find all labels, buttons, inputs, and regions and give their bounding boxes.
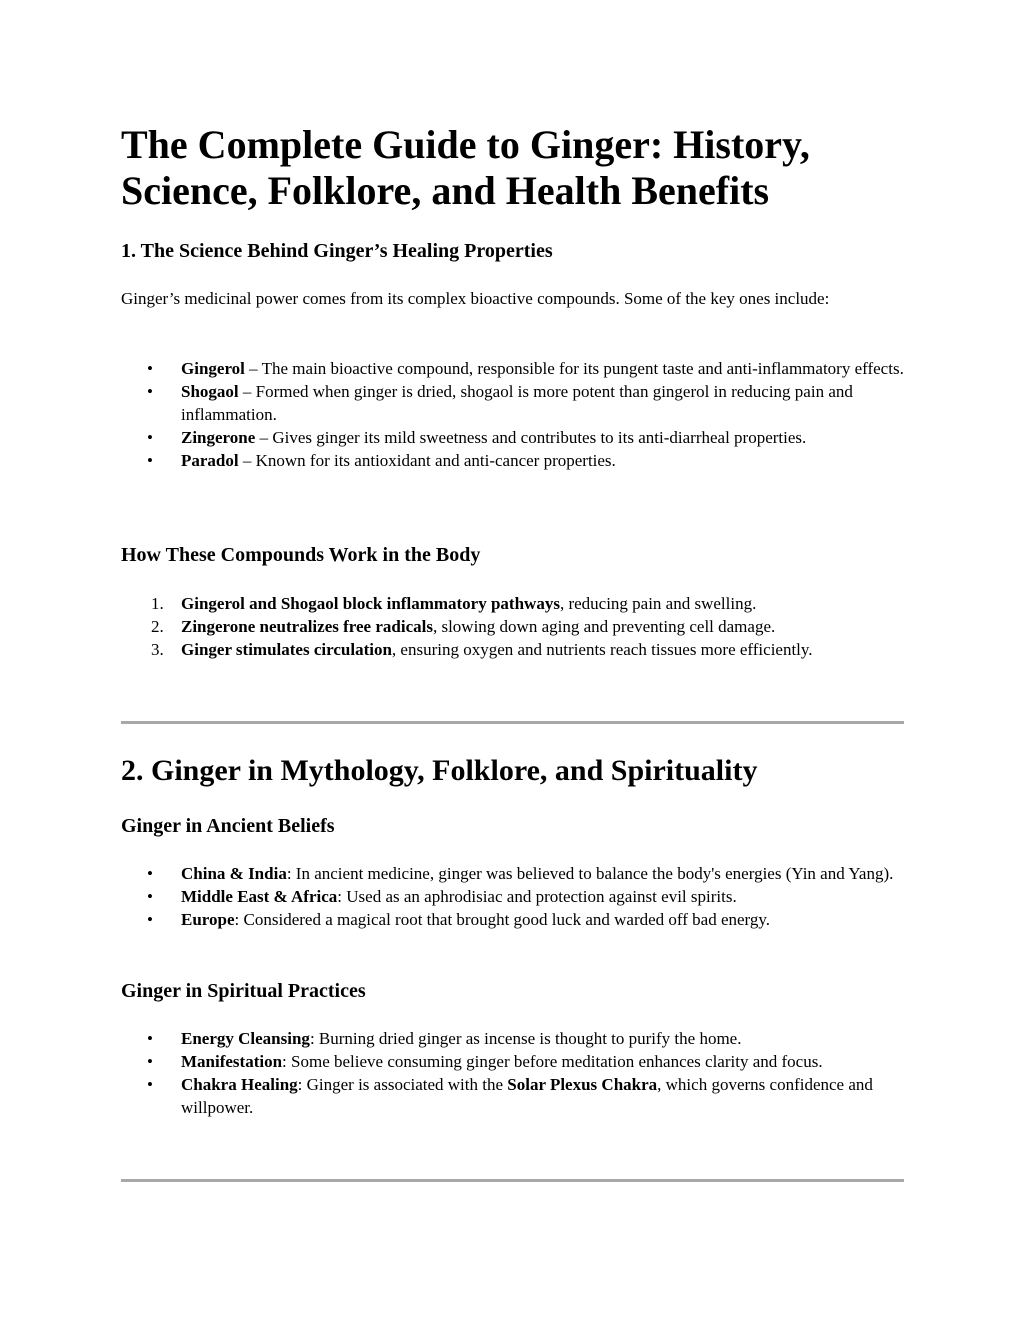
list-number: 3. bbox=[151, 640, 164, 659]
bullet-icon: • bbox=[147, 910, 153, 929]
list-item bbox=[121, 862, 904, 885]
list-item-text: – Known for its antioxidant and anti-cancer properties. bbox=[238, 451, 616, 470]
list-item bbox=[121, 885, 904, 908]
bullet-icon: • bbox=[147, 864, 153, 883]
list-item-text: : Considered a magical root that brought good luck and warded off bad energy. bbox=[234, 910, 771, 929]
list-item-term: Europe bbox=[181, 910, 235, 929]
bullet-icon: • bbox=[147, 359, 153, 378]
list-item bbox=[121, 1050, 904, 1073]
ancient-beliefs-heading: Ginger in Ancient Beliefs bbox=[121, 815, 335, 837]
list-item bbox=[121, 357, 904, 380]
list-item-term: Gingerol and Shogaol block inflammatory pathways bbox=[181, 594, 560, 613]
list-item-text: – Formed when ginger is dried, shogaol is more potent than gingerol in reducing pain and inflammation. bbox=[181, 382, 853, 424]
page-title: The Complete Guide to Ginger: History, Science, Folklore, and Health Benefits bbox=[121, 122, 810, 213]
bullet-icon: • bbox=[147, 1075, 153, 1094]
list-item-text: : Ginger is associated with the bbox=[297, 1075, 508, 1094]
ancient-beliefs-list bbox=[121, 862, 904, 931]
list-item-text: , ensuring oxygen and nutrients reach tissues more efficiently. bbox=[391, 640, 813, 659]
compounds-work-heading: How These Compounds Work in the Body bbox=[121, 544, 481, 566]
bullet-icon: • bbox=[147, 1029, 153, 1048]
list-item-text: , reducing pain and swelling. bbox=[559, 594, 757, 613]
list-item bbox=[121, 426, 904, 449]
list-item-term: China & India bbox=[181, 864, 287, 883]
compounds-list bbox=[121, 357, 904, 472]
list-item-term: Zingerone bbox=[181, 428, 256, 447]
list-item-term: Middle East & Africa bbox=[181, 887, 338, 906]
compounds-work-list bbox=[121, 592, 904, 661]
bullet-icon: • bbox=[147, 428, 153, 447]
list-item-text: – The main bioactive compound, responsible for its pungent taste and anti-inflammatory effects. bbox=[244, 359, 904, 378]
spiritual-practices-heading: Ginger in Spiritual Practices bbox=[121, 980, 366, 1002]
section-divider bbox=[121, 1179, 904, 1182]
list-item bbox=[121, 449, 904, 472]
section-divider bbox=[121, 721, 904, 724]
list-item bbox=[121, 615, 904, 638]
list-item-text: , which governs confidence and willpower. bbox=[181, 1075, 873, 1117]
bullet-icon: • bbox=[147, 887, 153, 906]
spiritual-practices-list bbox=[121, 1027, 904, 1119]
list-item-term: Gingerol bbox=[181, 359, 245, 378]
list-item-term: Zingerone neutralizes free radicals bbox=[181, 617, 433, 636]
section-1-heading: 1. The Science Behind Ginger’s Healing Properties bbox=[121, 240, 553, 262]
bullet-icon: • bbox=[147, 382, 153, 401]
list-item-term: Ginger stimulates circulation bbox=[181, 640, 392, 659]
list-number: 1. bbox=[151, 594, 164, 613]
bullet-icon: • bbox=[147, 1052, 153, 1071]
list-number: 2. bbox=[151, 617, 164, 636]
list-item-term: Shogaol bbox=[181, 382, 239, 401]
list-item-term: Solar Plexus Chakra bbox=[507, 1075, 658, 1094]
list-item-text: – Gives ginger its mild sweetness and contributes to its anti-diarrheal properties. bbox=[255, 428, 807, 447]
list-item bbox=[121, 1027, 904, 1050]
list-item-text: : In ancient medicine, ginger was believed to balance the body's energies (Yin and Yang). bbox=[286, 864, 894, 883]
list-item bbox=[121, 380, 904, 426]
list-item-text: : Some believe consuming ginger before meditation enhances clarity and focus. bbox=[282, 1052, 823, 1071]
bullet-icon: • bbox=[147, 451, 153, 470]
section-1-intro: Ginger’s medicinal power comes from its complex bioactive compounds. Some of the key ones include: bbox=[121, 289, 830, 308]
list-item-text: : Used as an aphrodisiac and protection against evil spirits. bbox=[337, 887, 737, 906]
list-item-term: Chakra Healing bbox=[181, 1075, 298, 1094]
list-item-text: : Burning dried ginger as incense is thought to purify the home. bbox=[309, 1029, 742, 1048]
list-item-term: Paradol bbox=[181, 451, 239, 470]
list-item-term: Energy Cleansing bbox=[181, 1029, 310, 1048]
list-item bbox=[121, 638, 904, 661]
list-item bbox=[121, 1073, 904, 1119]
list-item-text: , slowing down aging and preventing cell damage. bbox=[432, 617, 776, 636]
section-2-heading: 2. Ginger in Mythology, Folklore, and Spirituality bbox=[121, 754, 758, 787]
list-item bbox=[121, 592, 904, 615]
list-item bbox=[121, 908, 904, 931]
list-item-term: Manifestation bbox=[181, 1052, 283, 1071]
